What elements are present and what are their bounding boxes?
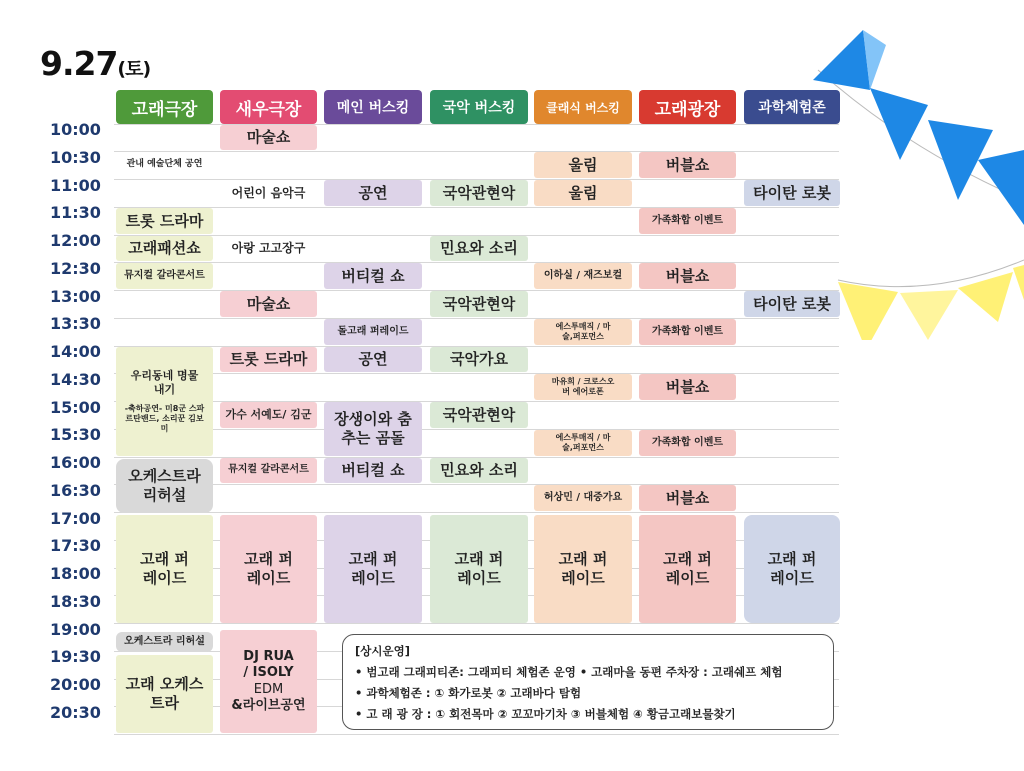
event-line: EDM: [253, 681, 284, 697]
event-cell: 마술쇼: [220, 291, 317, 317]
time-label: 19:00: [50, 620, 101, 639]
event-cell: 버티컬 쇼: [324, 263, 422, 289]
event-cell: 민요와 소리: [430, 458, 528, 483]
event-cell: 뮤지컬 갈라콘서트: [220, 458, 317, 483]
event-cell: 가족화합 이벤트: [639, 430, 736, 456]
time-label: 14:30: [50, 370, 101, 389]
time-label: 15:30: [50, 425, 101, 444]
time-label: 20:30: [50, 703, 101, 722]
event-cell: 고래 퍼레이드: [430, 515, 528, 623]
event-cell: 민요와 소리: [430, 236, 528, 261]
event-cell: 타이탄 로봇: [744, 291, 840, 317]
event-cell: [220, 630, 317, 733]
time-label: 15:00: [50, 398, 101, 417]
event-cell: 마유희 / 크로스오버 에어로폰: [534, 374, 632, 400]
event-cell: 버블쇼: [639, 485, 736, 511]
date-weekday: (토): [117, 58, 151, 80]
event-cell: 뮤지컬 갈라콘서트: [116, 263, 213, 289]
event-line: DJ RUA: [243, 649, 294, 664]
event-cell: 공연: [324, 180, 422, 206]
event-cell: 고래 오케스트라: [116, 655, 213, 733]
grid-line: [114, 512, 839, 513]
grid-line: [114, 623, 839, 624]
venue-header-gugak-busking: 국악 버스킹: [430, 90, 528, 124]
time-label: 16:00: [50, 453, 101, 472]
venue-header-main-busking: 메인 버스킹: [324, 90, 422, 124]
venue-header-science-zone: 과학체험존: [744, 90, 840, 124]
event-cell: 가수 서예도/ 김군: [220, 402, 317, 428]
time-label: 16:30: [50, 481, 101, 500]
time-label: 17:30: [50, 536, 101, 555]
event-cell: 국악관현악: [430, 180, 528, 206]
time-label: 18:30: [50, 592, 101, 611]
event-cell: 고래패션쇼: [116, 236, 213, 261]
event-cell: 고래 퍼레이드: [639, 515, 736, 623]
event-cell: 울림: [534, 180, 632, 206]
event-line: &라이브공연: [231, 697, 306, 713]
time-label: 13:00: [50, 287, 101, 306]
event-cell: 에스투매직 / 마술,퍼포먼스: [534, 319, 632, 345]
event-cell: 가족화합 이벤트: [639, 319, 736, 345]
venue-header-whale-theater: 고래극장: [116, 90, 213, 124]
notice-line: • 고 래 광 장 : ① 회전목마 ② 꼬꼬마기차 ③ 버블체험 ④ 황금고래보물찾기: [355, 707, 736, 721]
time-label: 20:00: [50, 675, 101, 694]
schedule-date: [40, 44, 150, 83]
event-subtitle: -축하공연- 미8군 스파르탄밴드, 소리꾼 김보미: [124, 404, 205, 434]
event-cell: 트롯 드라마: [116, 208, 213, 234]
event-cell: 에스투매직 / 마술,퍼포먼스: [534, 430, 632, 456]
event-cell: 아랑 고고장구: [220, 236, 317, 261]
notice-title: [상시운영]: [355, 644, 410, 658]
time-label: 13:30: [50, 314, 101, 333]
time-label: 12:30: [50, 259, 101, 278]
event-cell: 공연: [324, 347, 422, 372]
notice-line: • 과학체험존 : ① 화가로봇 ② 고래바다 탐험: [355, 686, 582, 700]
bunting-decoration-icon: [808, 10, 1024, 340]
event-cell: [116, 347, 213, 456]
time-label: 14:00: [50, 342, 101, 361]
venue-header-shrimp-theater: 새우극장: [220, 90, 317, 124]
venue-header-classic-busking: 클래식 버스킹: [534, 90, 632, 124]
time-label: 10:30: [50, 148, 101, 167]
event-cell: 버티컬 쇼: [324, 458, 422, 483]
event-cell: 울림: [534, 152, 632, 178]
event-cell: 관내 예술단체 공연: [116, 152, 213, 178]
event-cell: 오케스트라 리허설: [116, 459, 213, 513]
event-cell: 장생이와 춤추는 곰돌: [324, 402, 422, 456]
grid-line: [114, 734, 839, 735]
event-cell: 고래 퍼레이드: [744, 515, 840, 623]
event-cell: 버블쇼: [639, 263, 736, 289]
always-open-notice: [342, 634, 834, 730]
time-label: 11:00: [50, 176, 101, 195]
event-cell: 고래 퍼레이드: [116, 515, 213, 623]
event-cell: 버블쇼: [639, 152, 736, 178]
time-label: 11:30: [50, 203, 101, 222]
event-cell: 버블쇼: [639, 374, 736, 400]
event-cell: 허상민 / 대중가요: [534, 485, 632, 511]
notice-line: • 범고래 그래피티존: 그래피티 체험존 운영 • 고래마을 동편 주차장 : 고래쉐프 체험: [355, 665, 783, 679]
event-title: 우리동네 명물내기: [130, 368, 199, 396]
time-label: 18:00: [50, 564, 101, 583]
time-label: 10:00: [50, 120, 101, 139]
event-cell: 이하실 / 재즈보컬: [534, 263, 632, 289]
event-cell: 국악가요: [430, 347, 528, 372]
event-cell: 고래 퍼레이드: [534, 515, 632, 623]
event-cell: 가족화합 이벤트: [639, 208, 736, 234]
event-line: / ISOLY: [243, 665, 294, 681]
time-label: 19:30: [50, 647, 101, 666]
time-label: 17:00: [50, 509, 101, 528]
event-cell: 트롯 드라마: [220, 347, 317, 372]
event-cell: 고래 퍼레이드: [220, 515, 317, 623]
event-cell: 국악관현악: [430, 402, 528, 428]
date-day: 9.27: [40, 44, 118, 83]
event-cell: 고래 퍼레이드: [324, 515, 422, 623]
event-cell: 타이탄 로봇: [744, 180, 840, 206]
event-cell: 돌고래 퍼레이드: [324, 319, 422, 345]
event-cell: 마술쇼: [220, 125, 317, 150]
venue-header-whale-plaza: 고래광장: [639, 90, 736, 124]
time-label: 12:00: [50, 231, 101, 250]
event-cell: 어린이 음악극: [220, 180, 317, 206]
event-cell: 오케스트라 리허설: [116, 632, 213, 652]
event-cell: 국악관현악: [430, 291, 528, 317]
